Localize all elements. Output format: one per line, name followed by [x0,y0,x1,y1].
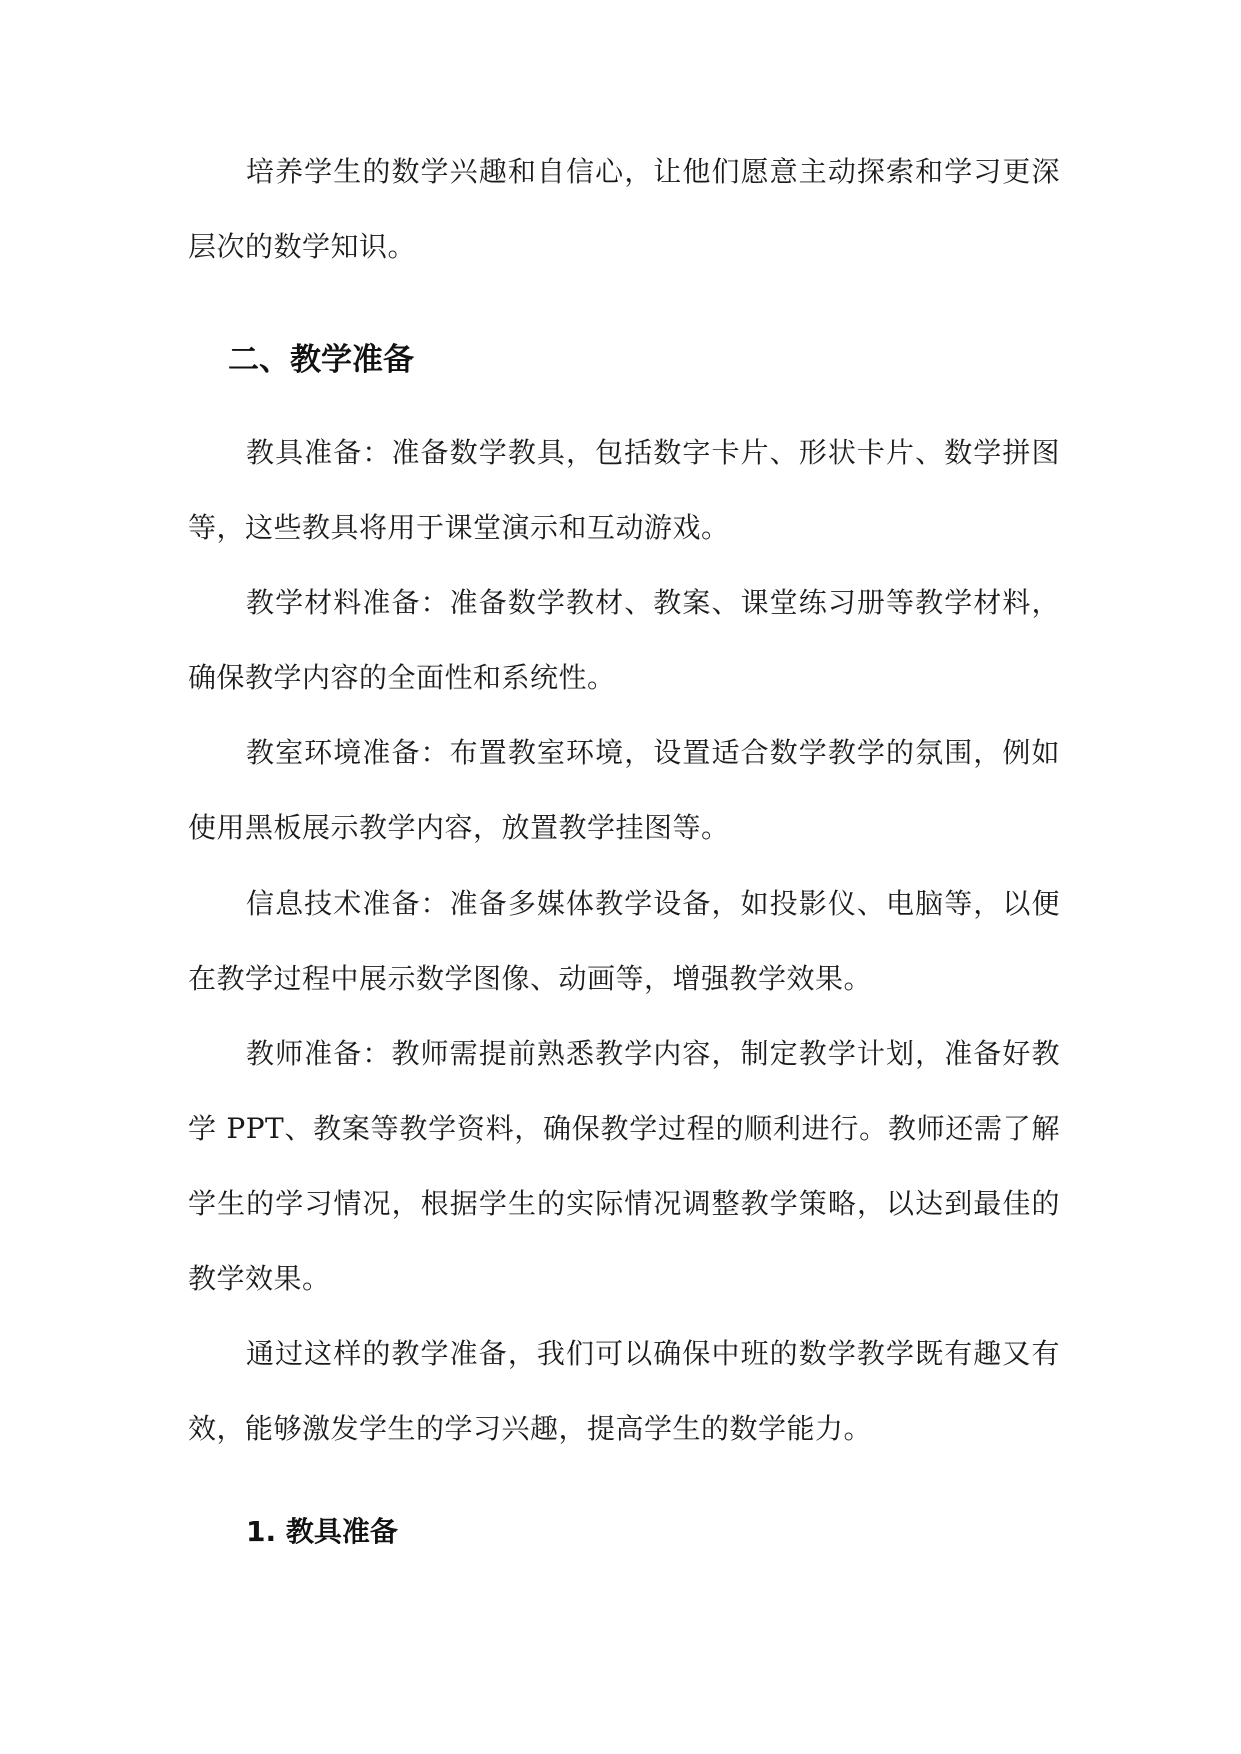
paragraph-teaching-aids: 教具准备：准备数学教具，包括数字卡片、形状卡片、数学拼图等，这些教具将用于课堂演示和互动游戏。 [188,436,1060,544]
paragraph-classroom-environment: 教室环境准备：布置教室环境，设置适合数学教学的氛围，例如使用黑板展示教学内容，放置教学挂图等。 [188,736,1060,844]
subheading-teaching-aids: 1. 教具准备 [246,1515,398,1548]
intro-paragraph: 培养学生的数学兴趣和自信心，让他们愿意主动探索和学习更深层次的数学知识。 [188,155,1060,263]
paragraph-conclusion: 通过这样的教学准备，我们可以确保中班的数学教学既有趣又有效，能够激发学生的学习兴趣，提高学生的数学能力。 [188,1337,1060,1445]
paragraph-teaching-materials: 教学材料准备：准备数学教材、教案、课堂练习册等教学材料，确保教学内容的全面性和系统性。 [188,586,1060,694]
section-heading: 二、教学准备 [228,342,414,378]
paragraph-information-technology: 信息技术准备：准备多媒体教学设备，如投影仪、电脑等，以便在教学过程中展示数学图像、动画等，增强教学效果。 [188,887,1060,995]
paragraph-teacher-preparation: 教师准备：教师需提前熟悉教学内容，制定教学计划，准备好教学 PPT、教案等教学资料，确保教学过程的顺利进行。教师还需了解学生的学习情况，根据学生的实际情况调整教学策略，以达到最佳的教学效果。 [188,1037,1060,1295]
